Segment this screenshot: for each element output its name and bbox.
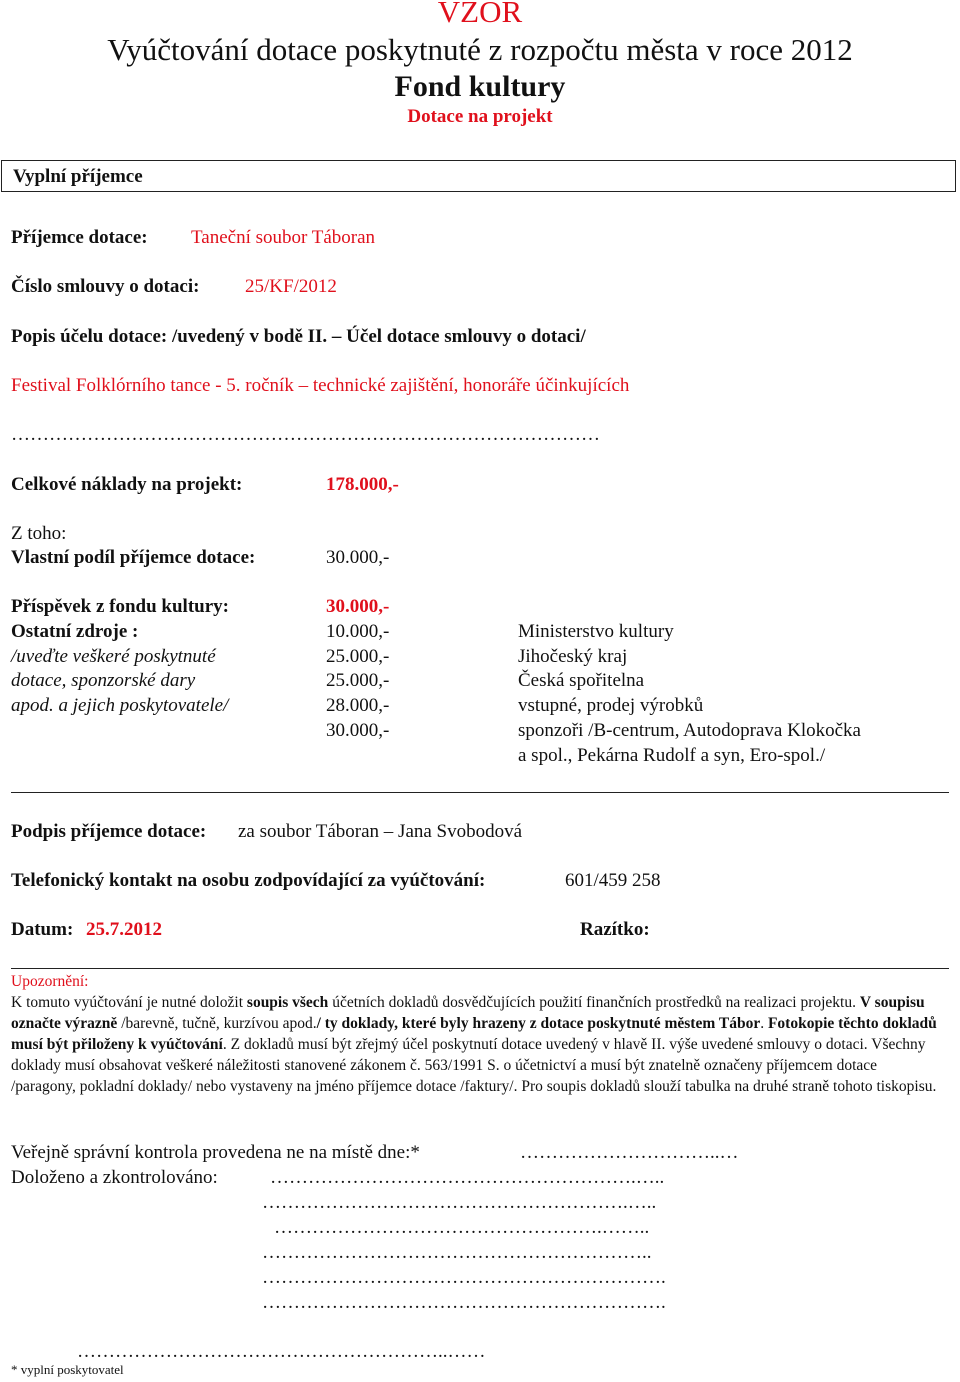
of-which-label: Z toho: <box>11 523 67 544</box>
document-title: Vyúčtování dotace poskytnuté z rozpočtu města v roce 2012 <box>107 32 853 67</box>
notice-text-part: . Z dokladů musí být zřejmý účel poskytnutí dotace uvedený v hlavě II. výše uvedené smlouvy o dotaci. Všechny doklady musí obsahovat veškeré náležitosti stanovené zákonem č. 563/1991 S. o účetnictví a musí být znatelně označeny příjemcem dotace /paragony, pokladní doklady/ nebo vystaveny na jméno příjemce dotace /faktury/. Pro soupis dokladů slouží tabulka na druhé straně tohoto tiskopisu. <box>11 1036 937 1095</box>
contract-label: Číslo smlouvy o dotaci: <box>11 276 200 297</box>
total-costs-label: Celkové náklady na projekt: <box>11 474 243 495</box>
documented-dots: …………………………………………………….. <box>262 1242 652 1263</box>
other-source-provider: Jihočeský kraj <box>518 646 628 667</box>
own-share-value: 30.000,- <box>326 547 390 568</box>
notice-emphasis: soupis všech <box>246 994 329 1011</box>
phone-label: Telefonický kontakt na osobu zodpovídající za vyúčtování: <box>11 870 486 891</box>
total-costs-value: 178.000,- <box>326 474 399 495</box>
divider <box>11 968 949 969</box>
notice-text-part: . <box>760 1015 768 1032</box>
subsidy-type: Dotace na projekt <box>407 106 553 127</box>
documented-dots: …………………………………………….…….. <box>274 1217 650 1238</box>
other-source-amount: 25.000,- <box>326 670 390 691</box>
notice-emphasis: V soupisu označte výrazně <box>11 994 925 1032</box>
documented-dots: ………………………………………………….….. <box>262 1192 657 1213</box>
footnote: * vyplní poskytovatel <box>11 1362 124 1377</box>
signature-label: Podpis příjemce dotace: <box>11 821 207 842</box>
date-value: 25.7.2012 <box>86 919 162 940</box>
vzor-label: VZOR <box>437 0 523 29</box>
other-source-provider: Ministerstvo kultury <box>518 621 674 642</box>
contract-value: 25/KF/2012 <box>245 276 337 297</box>
documented-dots: ………………………………………………………. <box>262 1267 666 1288</box>
recipient-label: Příjemce dotace: <box>11 227 148 248</box>
documented-dots: ………………………………………………….….. <box>270 1167 665 1188</box>
other-sources-note: dotace, sponzorské dary <box>11 670 196 691</box>
fund-title: Fond kultury <box>394 70 566 103</box>
purpose-value: Festival Folklórního tance - 5. ročník – technické zajištění, honoráře účinkujících <box>11 375 630 396</box>
other-sources-note: apod. a jejich poskytovatele/ <box>11 695 229 716</box>
fund-contribution-value: 30.000,- <box>326 596 390 617</box>
other-source-amount: 10.000,- <box>326 621 390 642</box>
purpose-dots: ………………………………………………………………………………… <box>11 424 600 445</box>
notice-emphasis: Fotokopie těchto dokladů musí být přiloženy k vyúčtování <box>11 1015 937 1053</box>
control-date-dots: …………………………..… <box>520 1142 739 1163</box>
documented-dots: …………………………………………………..…… <box>77 1341 486 1362</box>
notice-title: Upozornění: <box>11 973 89 990</box>
other-source-amount: 30.000,- <box>326 720 390 741</box>
other-source-provider-continued: a spol., Pekárna Rudolf a syn, Ero-spol./ <box>518 745 826 766</box>
notice-text-part: /barevně, tučně, kurzívou apod. <box>117 1015 317 1032</box>
control-label: Veřejně správní kontrola provedena ne na místě dne:* <box>11 1142 420 1163</box>
recipient-section-label: Vyplní příjemce <box>13 166 143 187</box>
other-source-provider: sponzoři /B-centrum, Autodoprava Klokočka <box>518 720 861 741</box>
other-sources-note: /uveďte veškeré poskytnuté <box>11 646 216 667</box>
other-source-provider: vstupné, prodej výrobků <box>518 695 704 716</box>
stamp-label: Razítko: <box>580 919 650 940</box>
notice-text-part: K tomuto vyúčtování je nutné doložit <box>11 994 247 1011</box>
documented-dots: ………………………………………………………. <box>262 1292 666 1313</box>
recipient-value: Taneční soubor Táboran <box>191 227 376 248</box>
other-sources-label: Ostatní zdroje : <box>11 621 139 642</box>
notice-text-part: účetních dokladů dosvědčujících použití finančních prostředků na realizaci projektu. <box>328 994 860 1011</box>
date-label: Datum: <box>11 919 74 940</box>
purpose-label: Popis účelu dotace: /uvedený v bodě II. – Účel dotace smlouvy o dotaci/ <box>11 326 586 347</box>
own-share-label: Vlastní podíl příjemce dotace: <box>11 547 256 568</box>
phone-value: 601/459 258 <box>565 870 661 891</box>
other-source-amount: 28.000,- <box>326 695 390 716</box>
notice-emphasis: / ty doklady, které byly hrazeny z dotace poskytnuté městem Tábor <box>316 1015 761 1032</box>
other-source-provider: Česká spořitelna <box>518 670 645 691</box>
recipient-section-header <box>1 160 956 192</box>
notice-text <box>11 992 941 1097</box>
other-source-amount: 25.000,- <box>326 646 390 667</box>
divider <box>11 792 949 793</box>
signature-value: za soubor Táboran – Jana Svobodová <box>238 821 523 842</box>
fund-contribution-label: Příspěvek z fondu kultury: <box>11 596 229 617</box>
documented-label: Doloženo a zkontrolováno: <box>11 1167 218 1188</box>
